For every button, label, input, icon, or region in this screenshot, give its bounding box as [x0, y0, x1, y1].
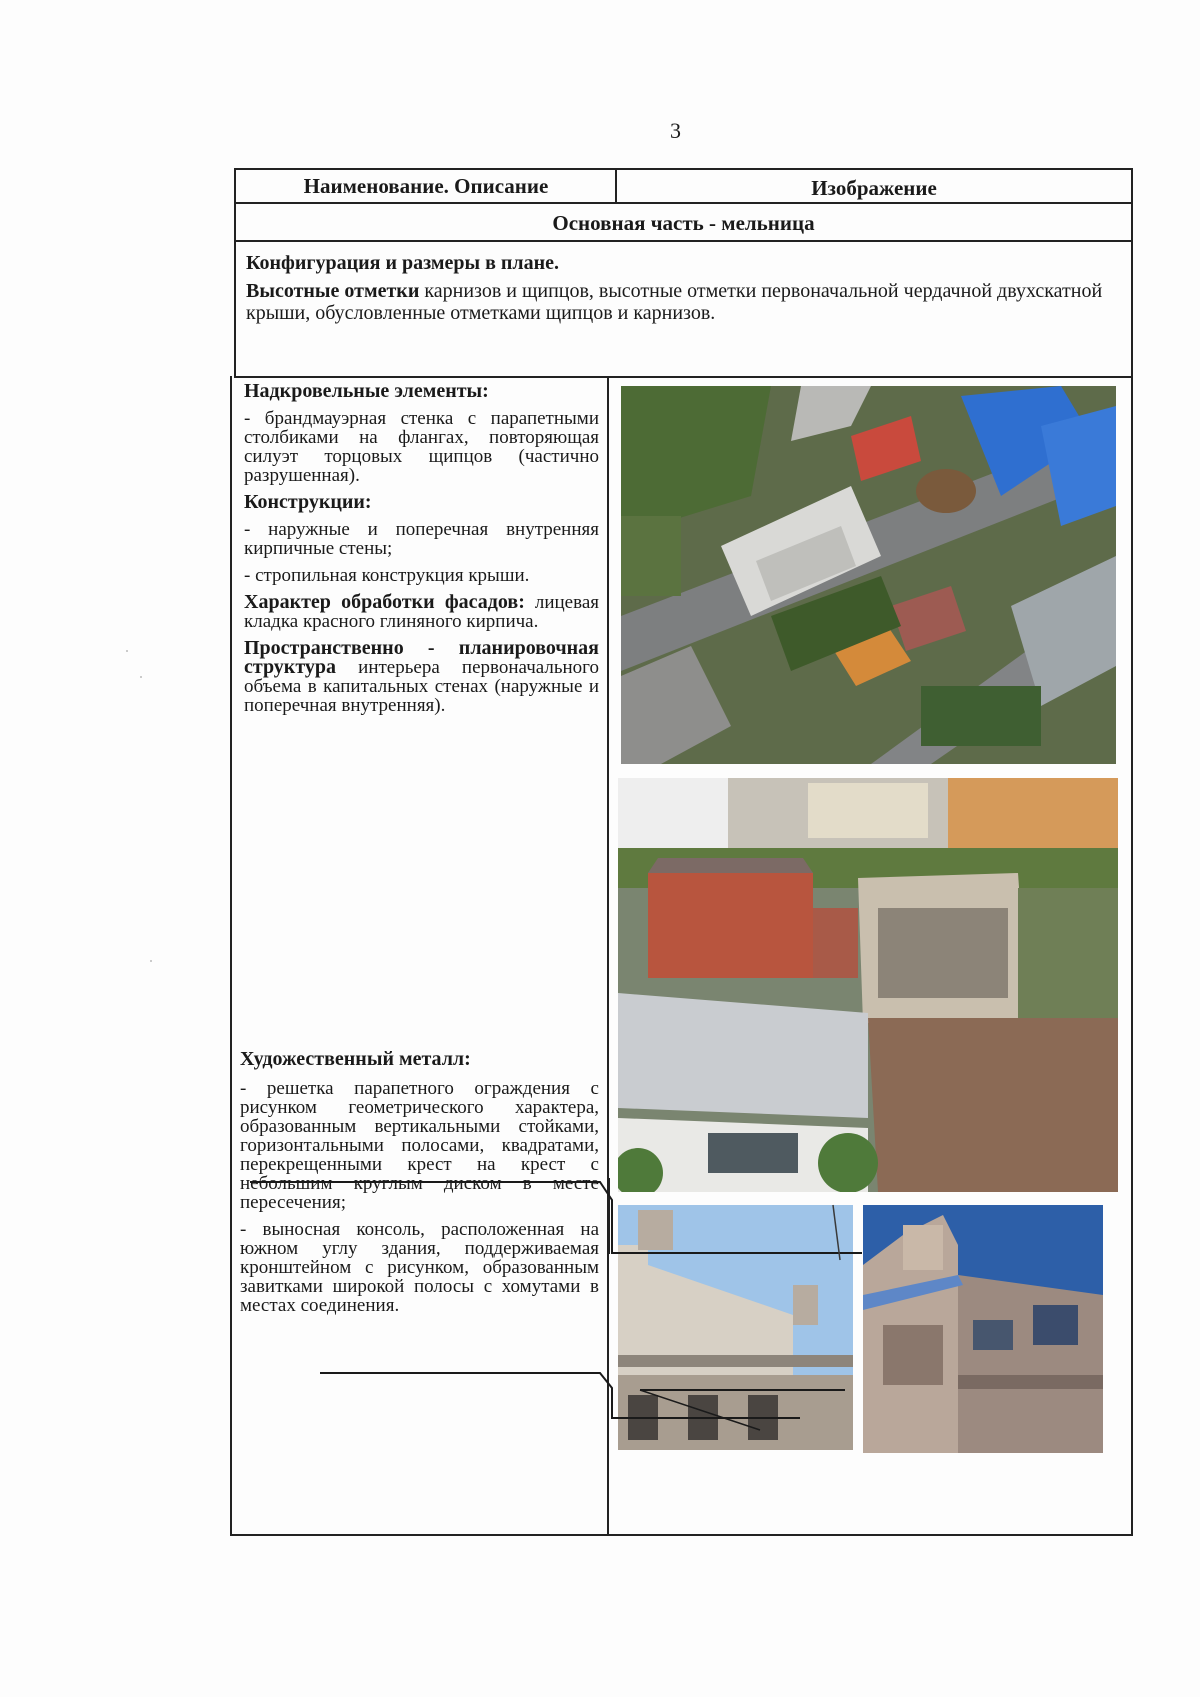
- document-table: [230, 168, 1133, 1536]
- constructions-item-walls: - наружные и поперечная внутренняя кирпичные стены;: [244, 519, 599, 559]
- column-header-image: Изображение: [811, 176, 937, 200]
- body-border-left: [230, 376, 232, 1536]
- column-header-description: Наименование. Описание: [303, 174, 549, 198]
- facade-text: лицевая кладка красного глиняного кирпича.: [244, 592, 599, 632]
- section-bottom-rule: [234, 240, 1133, 242]
- aerial-view-photo: [621, 386, 1116, 764]
- roof-elements-item: - брандмауэрная стенка с парапетными столбиками на флангах, повторяющая силуэт торцовых щипцов (частично разрушенная).: [244, 408, 599, 486]
- roof-elements-title: Надкровельные элементы:: [244, 380, 489, 402]
- header-bottom-rule: [234, 202, 1133, 204]
- table-border-right: [1131, 168, 1133, 1536]
- metal-title: Художественный металл:: [240, 1048, 471, 1070]
- section-title: Основная часть - мельница: [552, 211, 815, 235]
- oblique-aerial-photo: [618, 778, 1118, 1192]
- corner-ruin-photo: [863, 1205, 1103, 1453]
- spatial-title: Пространственно - планировочная структура: [244, 637, 599, 678]
- table-border-bottom: [230, 1534, 1133, 1536]
- scan-speck: [140, 676, 142, 678]
- intro-line-2: [246, 280, 1116, 324]
- metal-item-railing: - решетка парапетного ограждения с рисунком геометрического характера, образованным вертикальными стойками, горизонтальными полосами, квадратами, перекрещенными крест на крест с небольшим круглым диском в месте пересечения;: [240, 1078, 599, 1213]
- left-column-text: [244, 378, 599, 723]
- spatial-structure: [244, 639, 599, 715]
- intro-line-2-rest: карнизов и щипцов, высотные отметки первоначальной чердачной двухскатной крыши, обусловленные отметками щипцов и карнизов.: [246, 280, 1103, 324]
- table-border-left: [234, 168, 236, 378]
- intro-line-1: Конфигурация и размеры в плане.: [246, 252, 560, 274]
- intro-text: [246, 252, 1116, 324]
- body-column-divider: [607, 376, 609, 1536]
- spatial-text: интерьера первоначального объема в капитальных стенах (наружные и поперечная внутренняя).: [244, 657, 599, 716]
- metal-section: [240, 1050, 599, 1315]
- constructions-item-roof: - стропильная конструкция крыши.: [244, 565, 530, 586]
- facade-title: Характер обработки фасадов:: [244, 591, 525, 613]
- gable-detail-photo: [618, 1205, 853, 1450]
- intro-line-2-bold: Высотные отметки: [246, 280, 420, 302]
- leader-line-vertical: [608, 1178, 610, 1254]
- table-border-top: [234, 168, 1133, 170]
- scan-speck: [126, 650, 128, 652]
- page-number: 3: [670, 118, 681, 143]
- scan-speck: [150, 960, 152, 962]
- metal-item-console: - выносная консоль, расположенная на южном углу здания, поддерживаемая кронштейном с рисунком, образованным завитками широкой полосы с хомутами в местах соединения.: [240, 1219, 599, 1316]
- facade-finish: [244, 593, 599, 631]
- constructions-title: Конструкции:: [244, 491, 372, 513]
